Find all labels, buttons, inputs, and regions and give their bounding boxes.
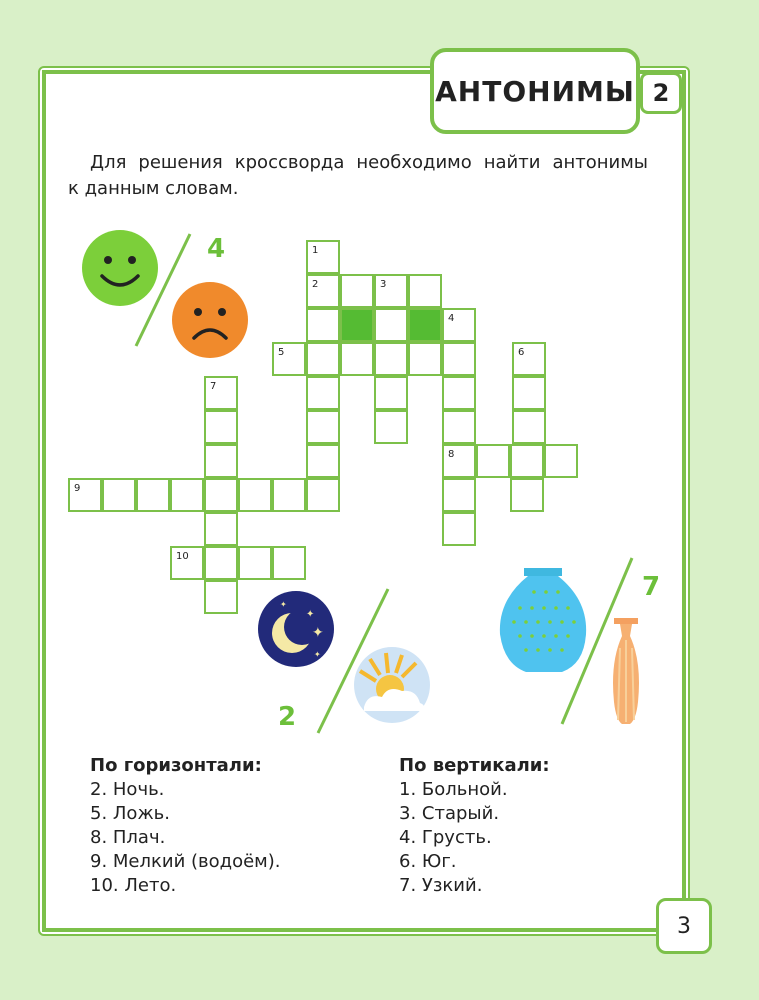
clue-down-item: 3. Старый. xyxy=(399,803,500,824)
clue-down-item: 7. Узкий. xyxy=(399,875,483,896)
crossword-cell[interactable] xyxy=(306,444,340,478)
page-title: АНТОНИМЫ xyxy=(430,48,640,134)
crossword-cell[interactable] xyxy=(136,478,170,512)
crossword-cell[interactable] xyxy=(442,444,476,478)
crossword-cell[interactable] xyxy=(442,410,476,444)
clue-number: 8 xyxy=(448,449,455,460)
clues-across xyxy=(90,754,281,898)
clue-across-item: 9. Мелкий (водоём). xyxy=(90,851,281,872)
svg-text:✦: ✦ xyxy=(306,609,315,620)
crossword-cell[interactable] xyxy=(544,444,578,478)
clue-number: 9 xyxy=(74,483,81,494)
crossword-cell[interactable] xyxy=(374,342,408,376)
crossword-cell[interactable] xyxy=(374,274,408,308)
crossword-cell[interactable] xyxy=(512,376,546,410)
crossword-cell[interactable] xyxy=(204,410,238,444)
crossword-cell[interactable] xyxy=(374,308,408,342)
crossword-cell[interactable] xyxy=(510,444,544,478)
clues-down xyxy=(399,754,550,898)
crossword-cell[interactable] xyxy=(204,478,238,512)
clue-down-item: 1. Больной. xyxy=(399,779,508,800)
clue-number: 5 xyxy=(278,347,285,358)
sad-face-icon xyxy=(172,282,248,358)
crossword-cell[interactable] xyxy=(442,376,476,410)
page-number: 3 xyxy=(656,898,712,954)
svg-text:✦: ✦ xyxy=(280,600,287,609)
crossword-cell[interactable] xyxy=(442,308,476,342)
crossword-cell[interactable] xyxy=(512,410,546,444)
clue-down-item: 4. Грусть. xyxy=(399,827,492,848)
clue-across-item: 2. Ночь. xyxy=(90,779,165,800)
instructions-line-2: к данным словам. xyxy=(68,178,239,199)
task-number-badge: 2 xyxy=(640,72,682,114)
instructions xyxy=(68,150,648,202)
crossword-cell[interactable] xyxy=(238,478,272,512)
instructions-line-1: Для решения кроссворда необходимо найти антонимы xyxy=(90,152,648,173)
clue-number: 4 xyxy=(448,313,455,324)
crossword-cell[interactable] xyxy=(272,478,306,512)
svg-text:✦: ✦ xyxy=(314,650,321,659)
crossword-cell[interactable] xyxy=(170,546,204,580)
wide-vase-icon xyxy=(500,568,586,672)
clue-down-item: 6. Юг. xyxy=(399,851,457,872)
crossword-cell[interactable] xyxy=(306,342,340,376)
clues-across-heading: По горизонтали: xyxy=(90,755,262,776)
crossword-cell[interactable] xyxy=(204,512,238,546)
crossword-cell[interactable] xyxy=(204,546,238,580)
night-day-count: 2 xyxy=(278,702,297,732)
clue-number: 7 xyxy=(210,381,217,392)
crossword-cell[interactable] xyxy=(512,342,546,376)
clue-number: 2 xyxy=(312,279,319,290)
crossword-cell[interactable] xyxy=(374,376,408,410)
crossword-cell-blocked xyxy=(408,308,442,342)
crossword-cell[interactable] xyxy=(170,478,204,512)
clues-down-heading: По вертикали: xyxy=(399,755,550,776)
faces-count: 4 xyxy=(207,234,226,264)
crossword-cell[interactable] xyxy=(102,478,136,512)
crossword-cell[interactable] xyxy=(306,410,340,444)
clue-number: 6 xyxy=(518,347,525,358)
happy-face-icon xyxy=(82,230,158,306)
clue-across-item: 10. Лето. xyxy=(90,875,177,896)
clue-number: 1 xyxy=(312,245,319,256)
crossword-cell-blocked xyxy=(340,308,374,342)
clue-across-item: 5. Ложь. xyxy=(90,803,170,824)
crossword-cell[interactable] xyxy=(408,342,442,376)
crossword-cell[interactable] xyxy=(408,274,442,308)
crossword-cell[interactable] xyxy=(306,376,340,410)
crossword-cell[interactable] xyxy=(204,376,238,410)
crossword-cell[interactable] xyxy=(306,308,340,342)
vases-illustration xyxy=(496,552,666,732)
clue-number: 10 xyxy=(176,551,189,562)
crossword-cell[interactable] xyxy=(306,274,340,308)
crossword-cell[interactable] xyxy=(204,444,238,478)
crossword-cell[interactable] xyxy=(442,478,476,512)
crossword-cell[interactable] xyxy=(204,580,238,614)
vases-count: 7 xyxy=(642,572,661,602)
crossword-cell[interactable] xyxy=(68,478,102,512)
crossword-cell[interactable] xyxy=(340,274,374,308)
crossword-cell[interactable] xyxy=(374,410,408,444)
clue-number: 3 xyxy=(380,279,387,290)
crossword-cell[interactable] xyxy=(272,546,306,580)
narrow-vase-icon xyxy=(613,618,639,724)
happy-sad-faces-illustration xyxy=(78,220,258,370)
crossword-cell[interactable] xyxy=(442,342,476,376)
svg-text:✦: ✦ xyxy=(312,625,324,641)
crossword-cell[interactable] xyxy=(510,478,544,512)
crossword-cell[interactable] xyxy=(272,342,306,376)
crossword-cell[interactable] xyxy=(306,240,340,274)
crossword-cell[interactable] xyxy=(238,546,272,580)
clue-across-item: 8. Плач. xyxy=(90,827,166,848)
crossword-cell[interactable] xyxy=(306,478,340,512)
crossword-cell[interactable] xyxy=(442,512,476,546)
crossword-cell[interactable] xyxy=(476,444,510,478)
crossword-cell[interactable] xyxy=(340,342,374,376)
